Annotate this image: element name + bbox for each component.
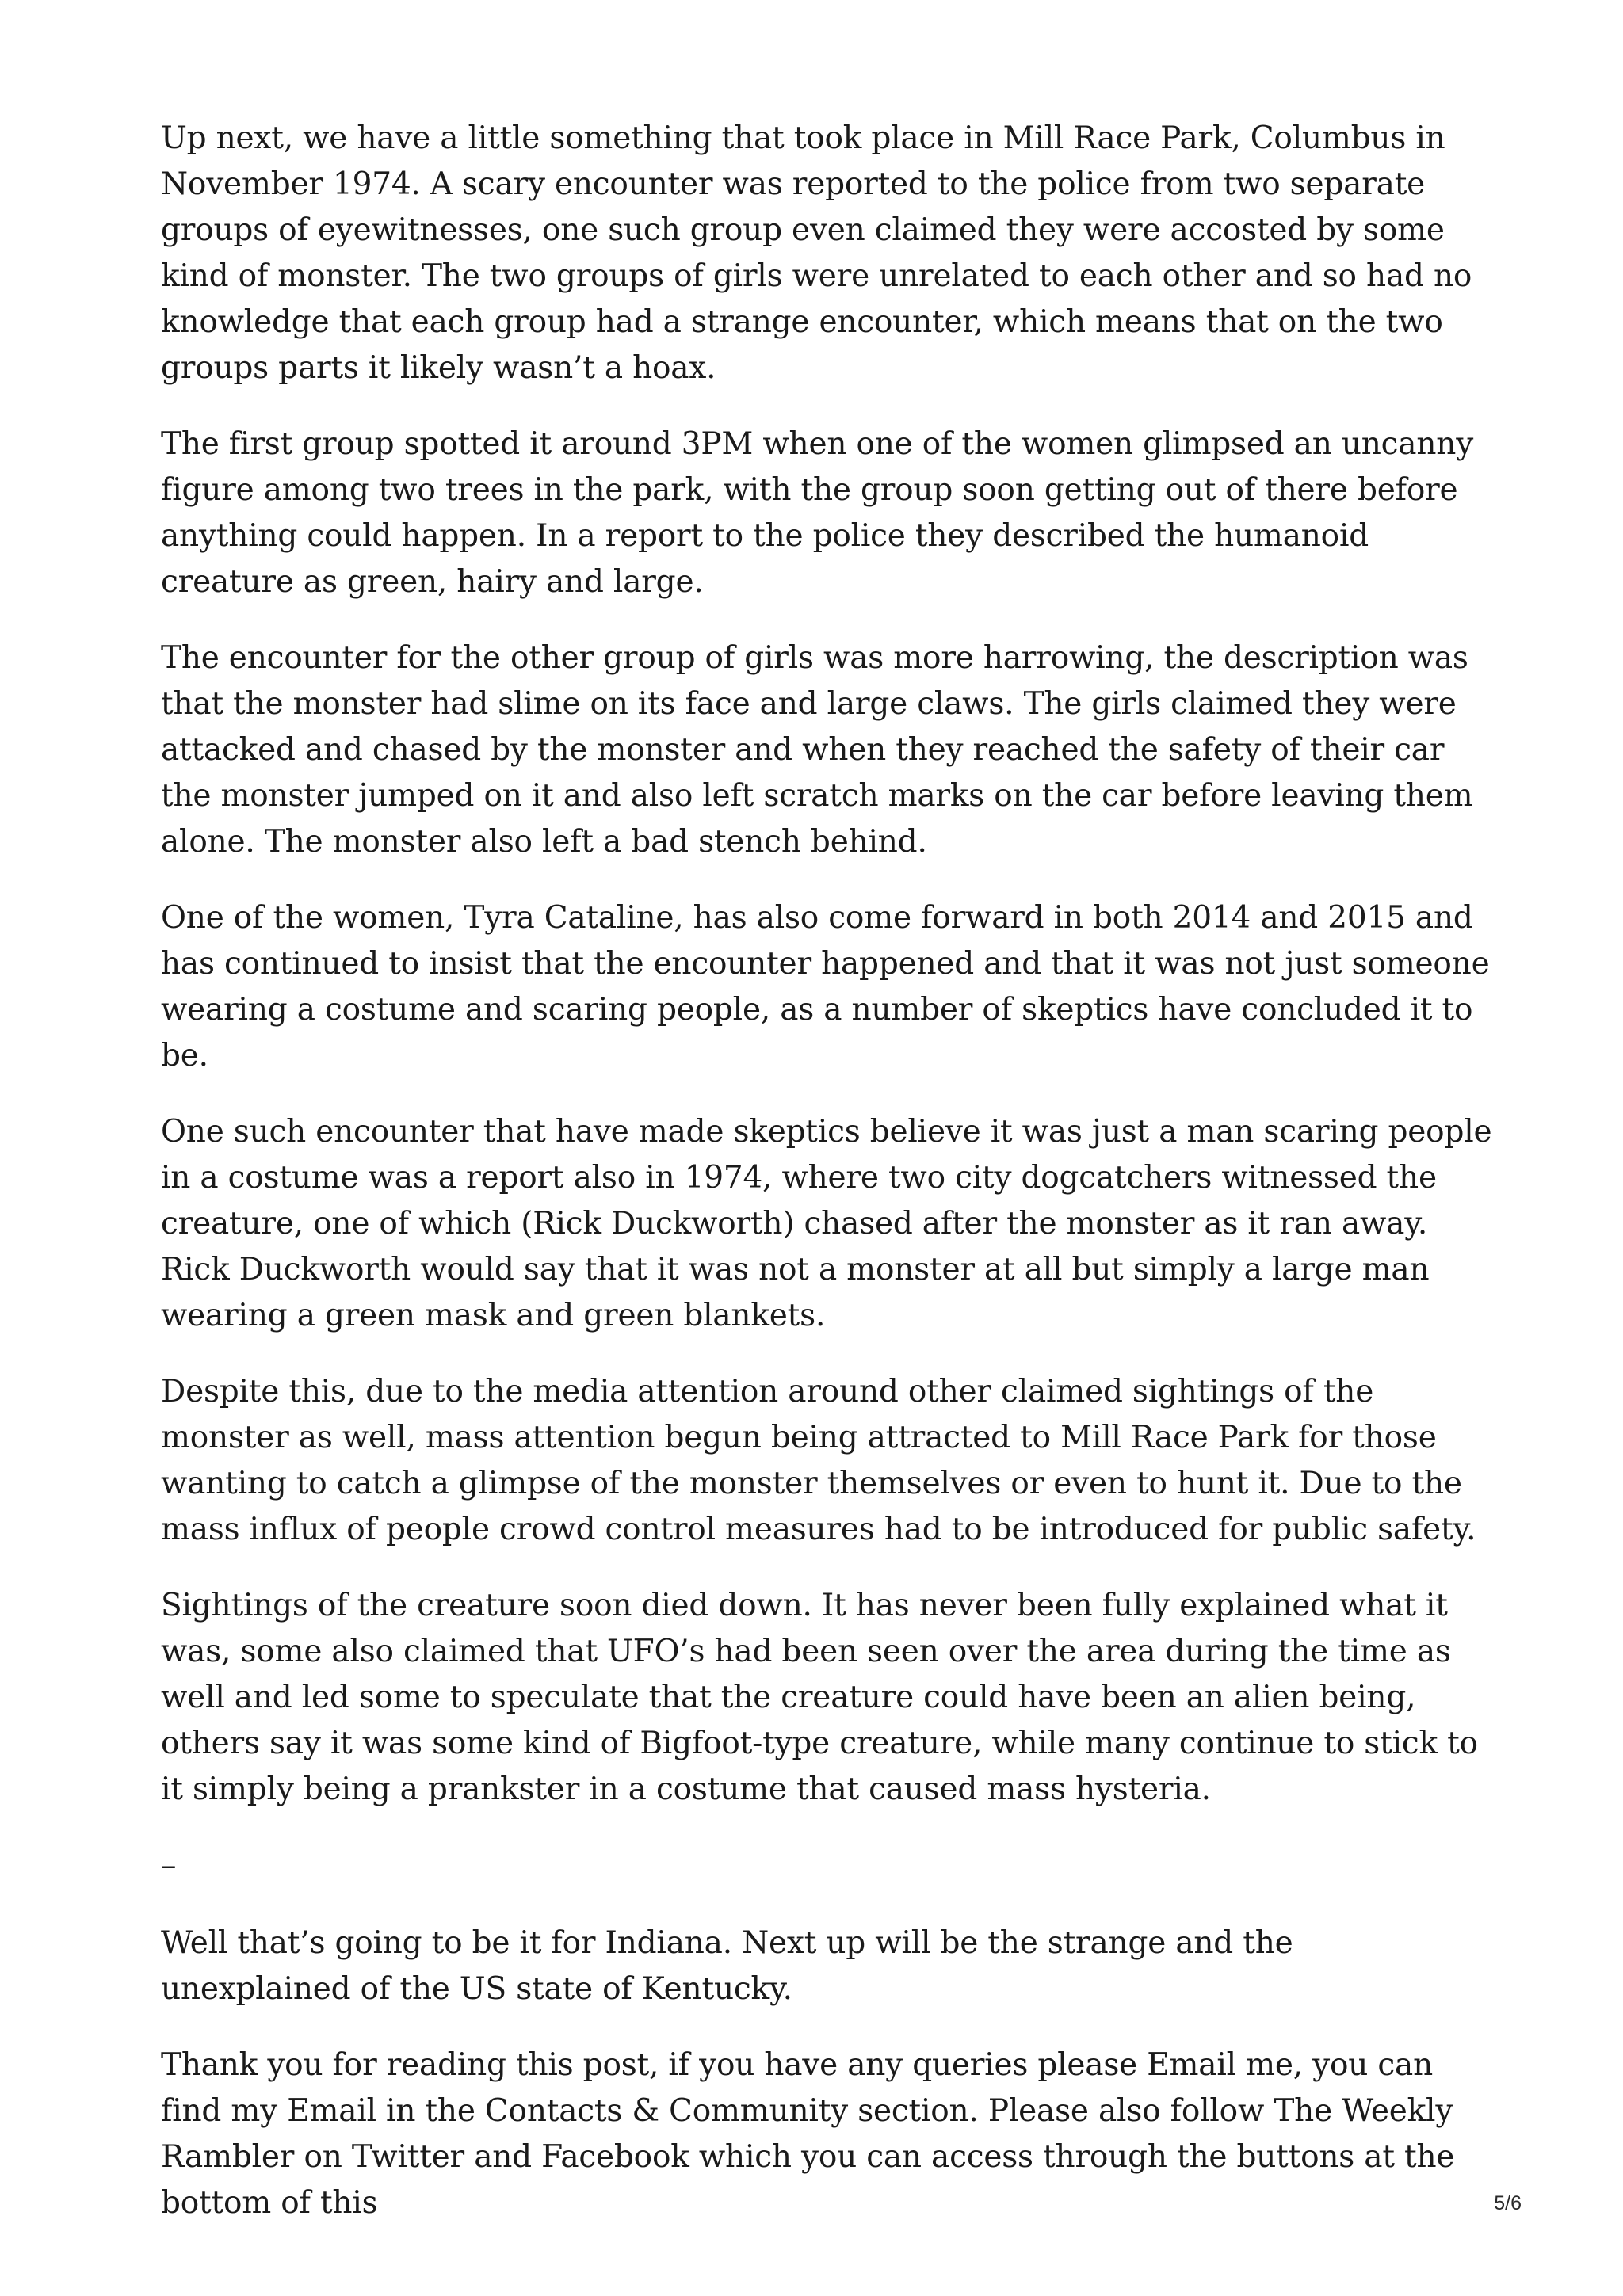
article-paragraph: Sightings of the creature soon died down. It has never been fully explained what it was, some also claimed that UFO’s had been seen over the area during the time as well and led some to speculate that the creature could have been an alien being, others say it was some kind of Bigfoot-type creature, while many continue to stick to it simply being a prankster in a costume that caused mass hysteria. [161,1588,1478,1807]
closing-paragraph: Well that’s going to be it for Indiana. Next up will be the strange and the unexplained of the US state of Kentucky. [161,1925,1293,2007]
article-paragraph: Despite this, due to the media attention around other claimed sightings of the monster as well, mass attention begun being attracted to Mill Race Park for those wanting to catch a glimpse of the monster themselves or even to hunt it. Due to the mass influx of people crowd control measures had to be introduced for public safety. [161,1374,1476,1547]
article-paragraph: The encounter for the other group of girls was more harrowing, the description was that the monster had slime on its face and large claws. The girls claimed they were attacked and chased by the monster and when they reached the safety of their car the monster jumped on it and also left scratch marks on the car before leaving them alone. The monster also left a bad stench behind. [161,640,1473,860]
page-number: 5/6 [1494,2192,1522,2214]
section-separator: – [161,1848,177,1883]
article-paragraph: One such encounter that have made skeptics believe it was just a man scaring people in a costume was a report also in 1974, where two city dogcatchers witnessed the creature, one of which (Rick Duckworth) chased after the monster as it ran away. Rick Duckworth would say that it was not a monster at all but simply a large man wearing a green mask and green blankets. [161,1114,1492,1333]
closing-paragraph: Thank you for reading this post, if you have any queries please Email me, you can find my Email in the Contacts & Community section. Please also follow The Weekly Rambler on Twitter and Facebook which you can access through the buttons at the bottom of this [161,2047,1455,2221]
article-body [161,116,1492,2256]
article-paragraph: One of the women, Tyra Cataline, has also come forward in both 2014 and 2015 and has continued to insist that the encounter happened and that it was not just someone wearing a costume and scaring people, as a number of skeptics have concluded it to be. [161,900,1490,1074]
article-paragraph: Up next, we have a little something that took place in Mill Race Park, Columbus in November 1974. A scary encounter was reported to the police from two separate groups of eyewitnesses, one such group even claimed they were accosted by some kind of monster. The two groups of girls were unrelated to each other and so had no knowledge that each group had a strange encounter, which means that on the two groups parts it likely wasn’t a hoax. [161,120,1472,386]
article-paragraph: The first group spotted it around 3PM when one of the women glimpsed an uncanny figure among two trees in the park, with the group soon getting out of there before anything could happen. In a report to the police they described the humanoid creature as green, hairy and large. [161,426,1474,600]
